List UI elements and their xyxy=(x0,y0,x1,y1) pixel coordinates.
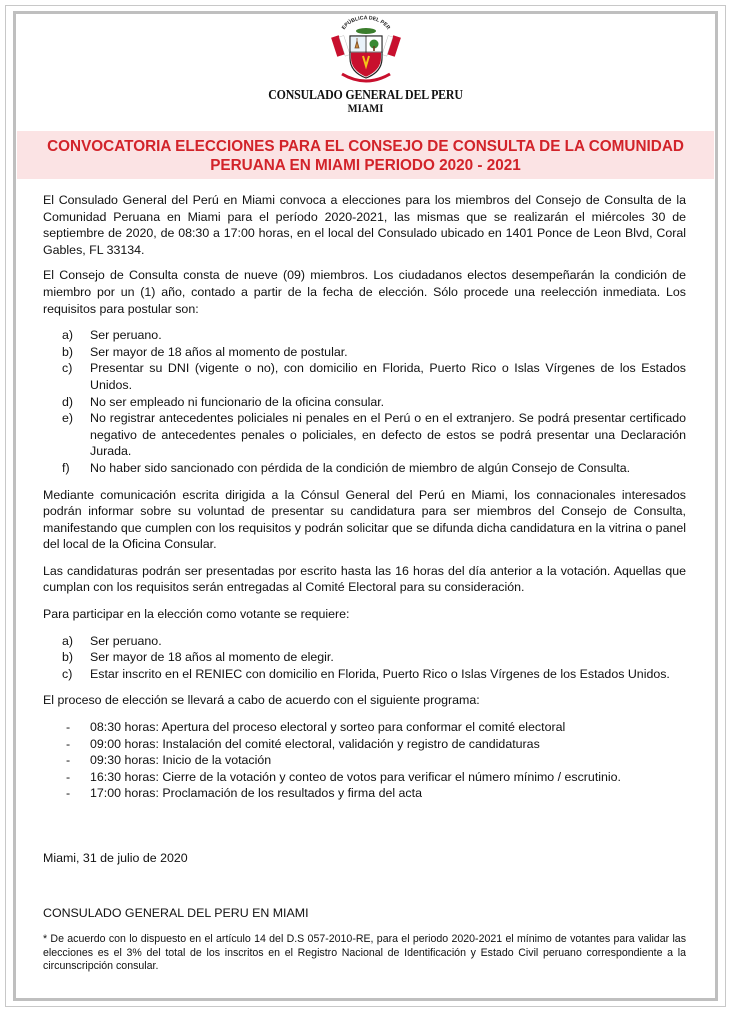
list-item-text: 17:00 horas: Proclamación de los resultados y firma del acta xyxy=(90,786,422,801)
document-body xyxy=(43,192,686,802)
list-marker: c) xyxy=(62,666,73,681)
candidate-requirement-item xyxy=(43,360,686,393)
footnote: * De acuerdo con lo dispuesto en el artículo 14 del D.S 057-2010-RE, para el periodo 2020-2021 el mínimo de votantes para validar las elecciones es el 3% del total de los inscritos en el Registro Nacional de Identificación y Estado Civil peruano correspondiente a la circunscripción consular. xyxy=(43,933,686,973)
list-item-text: Ser mayor de 18 años al momento de elegir. xyxy=(90,650,334,665)
coat-of-arms-icon xyxy=(326,14,406,88)
svg-text:REPÚBLICA DEL PERÚ xyxy=(326,14,391,31)
voter-requirements-list xyxy=(43,633,686,683)
program-intro-paragraph: El proceso de elección se llevará a cabo de acuerdo con el siguiente programa: xyxy=(43,693,480,708)
voter-requirement-item xyxy=(43,666,686,683)
list-item-text: 16:30 horas: Cierre de la votación y conteo de votos para verificar el número mínimo / escrutinio. xyxy=(90,769,621,784)
schedule-item xyxy=(43,736,686,753)
candidate-requirement-item xyxy=(43,344,686,361)
schedule-item xyxy=(43,719,686,736)
schedule-item xyxy=(43,785,686,802)
candidate-requirement-item xyxy=(43,327,686,344)
letterhead xyxy=(0,14,731,114)
list-marker: - xyxy=(66,786,71,801)
date-line: Miami, 31 de julio de 2020 xyxy=(43,851,188,865)
list-item-text: Presentar su DNI (vigente o no), con domicilio en Florida, Puerto Rico o Islas Vírgenes de los Estados Unidos. xyxy=(90,361,686,392)
list-item-text: No registrar antecedentes policiales ni penales en el Perú o en el extranjero. Se podrá presentar certificado negativo de antecedentes penales o policiales, en defecto de estos se podrá presentar una Declaración Jurada. xyxy=(90,411,686,459)
seal-text: EPÚBLICA DEL PER xyxy=(340,15,391,31)
schedule-item xyxy=(43,769,686,786)
list-item-text: Ser peruano. xyxy=(90,633,162,648)
candidacies-paragraph: Las candidaturas podrán ser presentadas por escrito hasta las 16 horas del día anterior a la votación. Aquellas que cumplan con los requisitos serán entregadas al Comité Electoral para su consideración. xyxy=(43,563,686,595)
voter-intro-paragraph: Para participar en la elección como votante se requiere: xyxy=(43,607,350,622)
members-paragraph: El Consejo de Consulta consta de nueve (09) miembros. Los ciudadanos electos desempeñarán la condición de miembro por un (1) año, contado a partir de la fecha de elección. Sólo procede una reelección inmediata. Los requisitos para postular son: xyxy=(43,268,686,316)
list-item-text: 09:00 horas: Instalación del comité electoral, validación y registro de candidaturas xyxy=(90,736,540,751)
list-marker: a) xyxy=(62,633,74,648)
list-item-text: Estar inscrito en el RENIEC con domicilio en Florida, Puerto Rico o Islas Vírgenes de los Estados Unidos. xyxy=(90,666,670,681)
list-item-text: 08:30 horas: Apertura del proceso electoral y sorteo para conformar el comité electoral xyxy=(90,720,566,735)
candidate-requirement-item xyxy=(43,410,686,460)
list-item-text: No haber sido sancionado con pérdida de la condición de miembro de algún Consejo de Consulta. xyxy=(90,460,631,475)
list-marker: f) xyxy=(62,460,70,475)
communication-paragraph: Mediante comunicación escrita dirigida a la Cónsul General del Perú en Miami, los connacionales interesados podrán informar sobre su voluntad de presentar su candidatura para ser miembros del Consejo de Consulta, manifestando que cumplen con los requisitos y podrán solicitar que se difunda dicha candidatura en la vitrina o panel del local de la Oficina Consular. xyxy=(43,487,686,552)
voter-requirement-item xyxy=(43,649,686,666)
list-marker: d) xyxy=(62,394,74,409)
list-marker: c) xyxy=(62,361,73,376)
list-marker: - xyxy=(66,769,71,784)
candidate-requirement-item xyxy=(43,394,686,411)
page-title: CONVOCATORIA ELECCIONES PARA EL CONSEJO DE CONSULTA DE LA COMUNIDAD PERUANA EN MIAMI PERIODO 2020 - 2021 xyxy=(47,138,684,174)
list-marker: - xyxy=(66,736,71,751)
list-item-text: 09:30 horas: Inicio de la votación xyxy=(90,753,272,768)
list-marker: - xyxy=(66,753,71,768)
candidate-requirement-item xyxy=(43,460,686,477)
list-marker: a) xyxy=(62,328,74,343)
schedule-list xyxy=(43,719,686,802)
consulate-name: CONSULADO GENERAL DEL PERU xyxy=(268,87,463,102)
list-marker: b) xyxy=(62,344,74,359)
consulate-city: MIAMI xyxy=(347,101,384,115)
list-marker: b) xyxy=(62,650,74,665)
candidate-requirements-list xyxy=(43,327,686,476)
signature: CONSULADO GENERAL DEL PERU EN MIAMI xyxy=(43,906,309,920)
list-item-text: Ser mayor de 18 años al momento de postular. xyxy=(90,344,348,359)
list-item-text: Ser peruano. xyxy=(90,328,162,343)
list-marker: - xyxy=(66,720,71,735)
list-item-text: No ser empleado ni funcionario de la oficina consular. xyxy=(90,394,385,409)
list-marker: e) xyxy=(62,411,74,426)
voter-requirement-item xyxy=(43,633,686,650)
intro-paragraph: El Consulado General del Perú en Miami convoca a elecciones para los miembros del Consejo de Consulta de la Comunidad Peruana en Miami para el período 2020-2021, las mismas que se realizarán el miércoles 30 de septiembre de 2020, de 08:30 a 17:00 horas, en el local del Consulado ubicado en 1401 Ponce de Leon Blvd, Coral Gables, FL 33134. xyxy=(43,193,686,257)
schedule-item xyxy=(43,752,686,769)
